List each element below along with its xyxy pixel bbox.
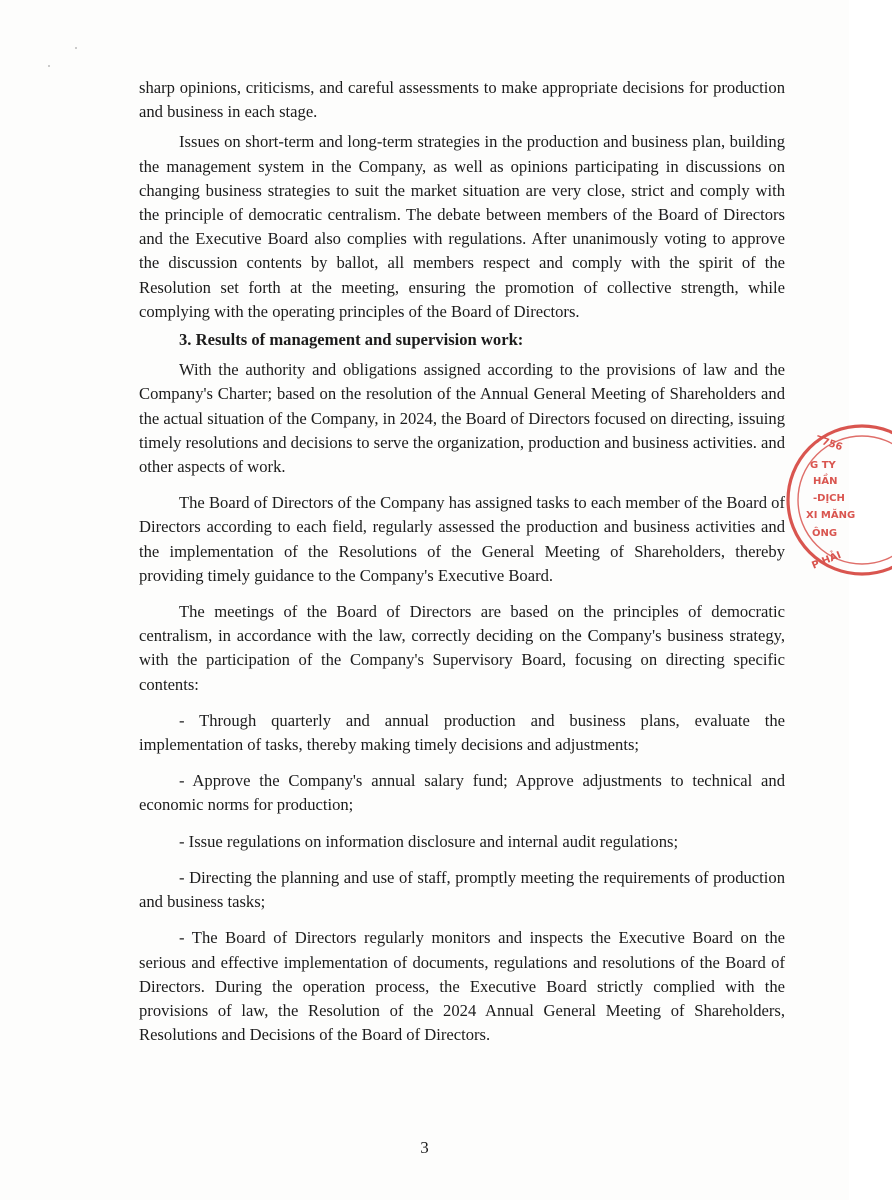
- paragraph-strategies: Issues on short-term and long-term strategies in the production and business plan, building the management system in the Company, as well as opinions participating in discussions on changing business strategies to suit the market situation are very close, strict and comply with the principle of democratic centralism. The debate between members of the Board of Directors and the Executive Board also complies with regulations. After unanimously voting to approve the discussion contents by ballot, all members respect and comply with the spirit of the Resolution set forth at the meeting, ensuring the promotion of collective strength, while complying with the operating principles of the Board of Directors.: [139, 132, 785, 321]
- list-item-plans: - Through quarterly and annual production and business plans, evaluate the implementation of tasks, thereby making timely decisions and adjustments;: [139, 710, 785, 755]
- list-item-monitoring: - The Board of Directors regularly monitors and inspects the Executive Board on the serious and effective implementation of documents, regulations and resolutions of the Board of Directors. During the operation process, the Executive Board strictly complied with the provisions of law, the Resolution of the 2024 Annual General Meeting of Shareholders, Resolutions and Decisions of the Board of Directors.: [139, 928, 785, 1045]
- paragraph-authority: With the authority and obligations assigned according to the provisions of law and the Company's Charter; based on the resolution of the Annual General Meeting of Shareholders and the actual situation of the Company, in 2024, the Board of Directors focused on directing, issuing timely resolutions and decisions to serve the organization, production and business activities. and other aspects of work.: [139, 360, 785, 477]
- section-heading: 3. Results of management and supervision work:: [179, 330, 524, 350]
- paragraph-meetings: The meetings of the Board of Directors are based on the principles of democratic centralism, in accordance with the law, correctly deciding on the Company's business strategy, with the participation of the Company's Supervisory Board, focusing on directing specific contents:: [139, 602, 785, 694]
- body-text: [139, 76, 785, 1047]
- svg-text:P HẢI: P HẢI: [810, 549, 843, 572]
- page-number: 3: [420, 1138, 429, 1157]
- svg-text:XI MĂNG: XI MĂNG: [806, 510, 856, 521]
- scan-speck: [48, 65, 50, 67]
- svg-text:7756: 7756: [813, 434, 844, 454]
- list-item-regulations: - Issue regulations on information disclosure and internal audit regulations;: [179, 831, 679, 851]
- paragraph-continuation: sharp opinions, criticisms, and careful assessments to make appropriate decisions for production and business in each stage.: [139, 78, 785, 122]
- svg-text:G TY: G TY: [810, 460, 836, 471]
- scan-speck: [75, 47, 77, 49]
- svg-text:ÔNG: ÔNG: [812, 528, 838, 539]
- company-seal-stamp: [782, 418, 892, 588]
- list-item-salary: - Approve the Company's annual salary fund; Approve adjustments to technical and economic norms for production;: [139, 771, 785, 815]
- paragraph-tasks: The Board of Directors of the Company has assigned tasks to each member of the Board of Directors according to each field, regularly assessed the production and business activities and the implementation of the Resolutions of the General Meeting of Shareholders, thereby providing timely guidance to the Company's Executive Board.: [139, 493, 785, 585]
- svg-text:-DỊCH: -DỊCH: [813, 493, 845, 504]
- list-item-staff: - Directing the planning and use of staff, promptly meeting the requirements of production and business tasks;: [139, 867, 785, 912]
- svg-text:HẦN: HẦN: [813, 476, 838, 487]
